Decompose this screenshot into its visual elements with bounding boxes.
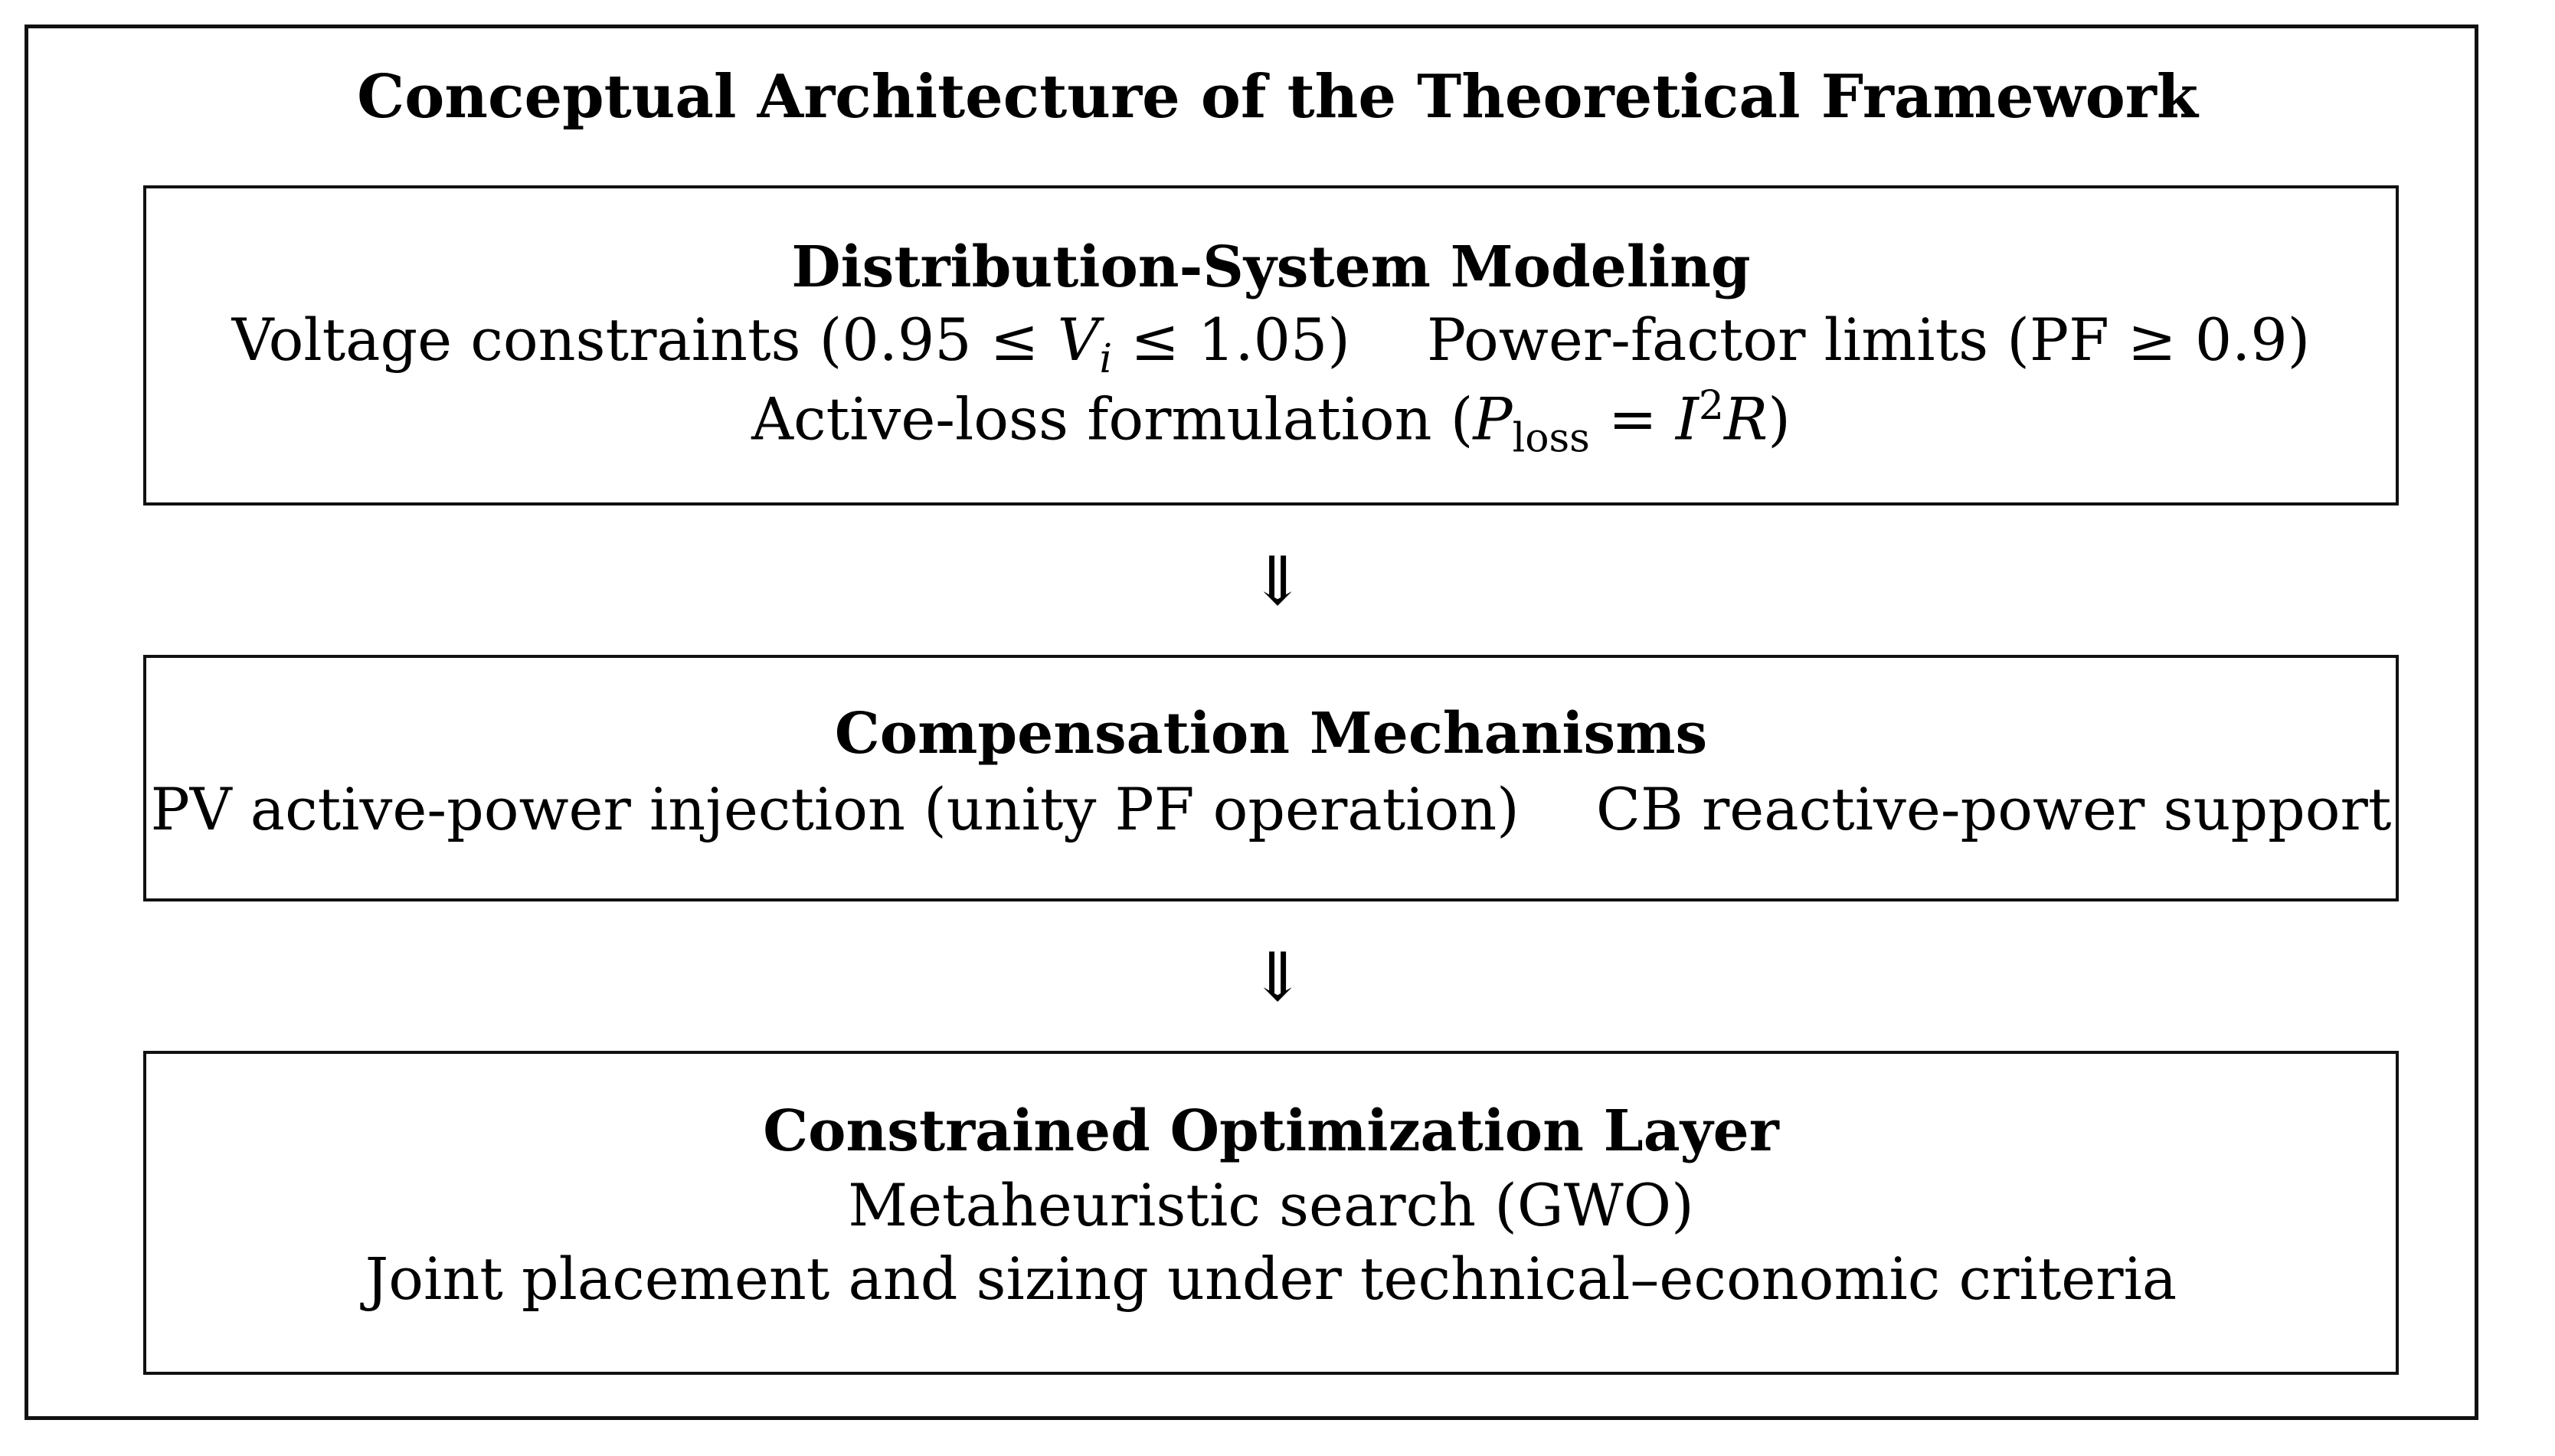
down-arrow-icon: ⇓: [1249, 937, 1306, 1016]
metaheuristic-item: Metaheuristic search (GWO): [848, 1171, 1694, 1239]
down-arrow-icon: ⇓: [1249, 542, 1306, 620]
pf-limit-item: Power-factor limits (PF ≥ 0.9): [1426, 306, 2311, 374]
joint-placement-item: Joint placement and sizing under technical–economic criteria: [365, 1245, 2177, 1313]
block-item-row: [146, 306, 2396, 383]
active-loss-item: Active-loss formulation $(P_{loss} = I^2R)$: [751, 383, 1791, 462]
block-heading: Distribution-System Modeling: [791, 234, 1751, 300]
cb-support-item: CB reactive-power support: [1595, 775, 2392, 843]
diagram-title: Conceptual Architecture of the Theoretical Framework: [357, 62, 2198, 132]
voltage-constraint-item: Voltage constraints $(0.95 \le V_i \le 1.05)$: [231, 306, 1350, 383]
block-constrained-optimization-layer: [143, 1051, 2399, 1375]
pv-injection-item: PV active-power injection (unity PF operation): [150, 775, 1520, 843]
block-distribution-system-modeling: [143, 185, 2399, 506]
block-heading: Compensation Mechanisms: [834, 701, 1708, 767]
block-heading: Constrained Optimization Layer: [763, 1098, 1779, 1164]
block-compensation-mechanisms: [143, 655, 2399, 901]
block-item-row: [146, 775, 2396, 843]
